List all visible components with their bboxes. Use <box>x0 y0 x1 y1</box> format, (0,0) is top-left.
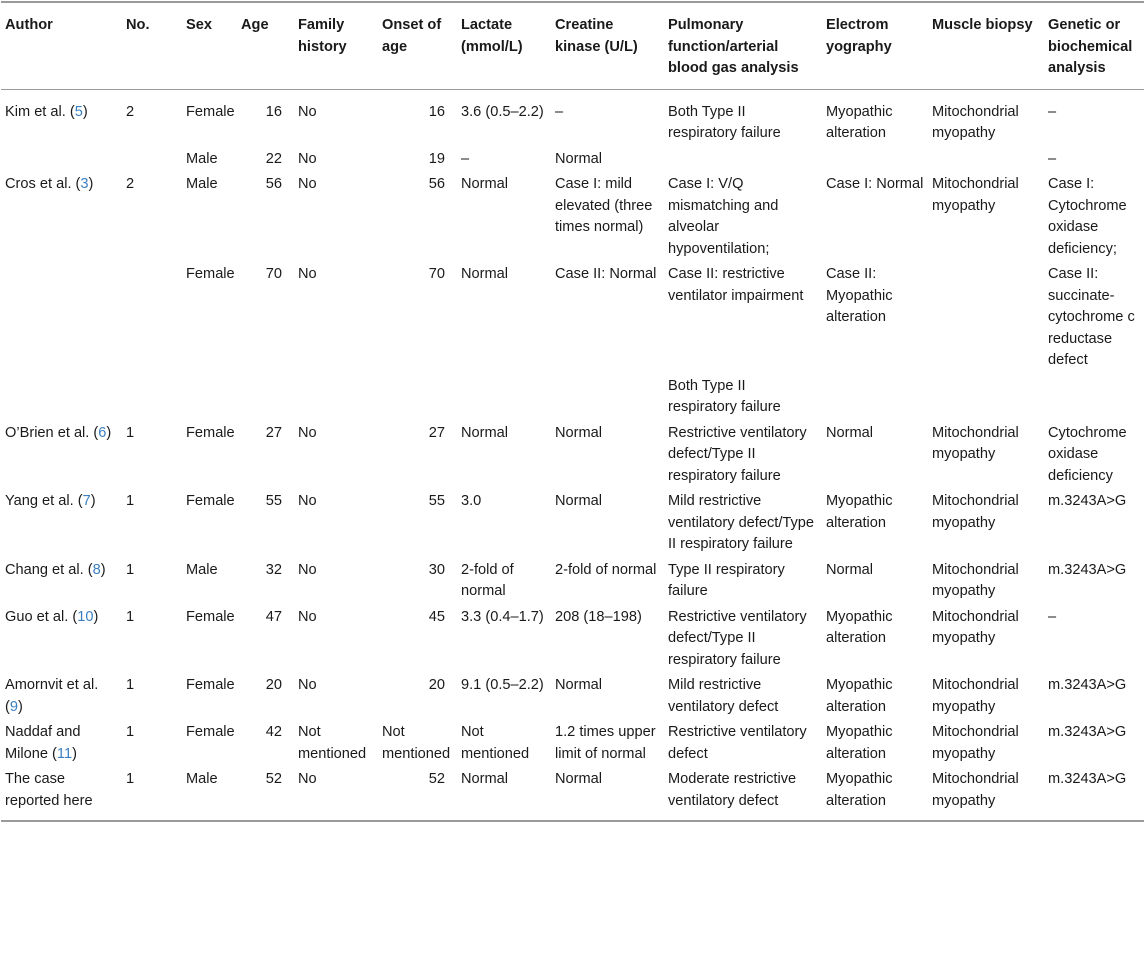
table-row <box>1 603 1144 672</box>
cell-age: 22 <box>265 150 282 167</box>
cell-no: 2 <box>126 176 135 192</box>
cell-age: 47 <box>265 608 282 625</box>
cell-genetic: m.3243A>G <box>1044 765 1144 821</box>
author-text: Kim et al. ( <box>5 103 75 120</box>
cell-lactate: 9.1 (0.5–2.2) <box>461 677 544 693</box>
cell-pulmonary: Moderate restrictive ventilatory defect <box>664 765 822 821</box>
cell-creatine-kinase: Normal <box>555 424 603 441</box>
author-text: Guo et al. ( <box>5 608 78 625</box>
cell-author <box>1 765 116 821</box>
cell-pulmonary: Restrictive ventilatory defect/Type II respiratory failure <box>668 424 807 484</box>
cell-no <box>116 145 182 171</box>
cell-lactate: 3.0 <box>461 493 482 509</box>
cell-genetic: m.3243A>G <box>1048 561 1127 578</box>
cell-genetic: m.3243A>G <box>1048 493 1127 509</box>
cell-biopsy: Mitochondrial myopathy <box>932 493 1019 531</box>
cell-pulmonary: Mild restrictive ventilatory defect/Type II respiratory failure <box>668 493 815 552</box>
reference-link[interactable]: 10 <box>77 608 94 625</box>
cell-pulmonary: Case I: V/Q mismatching and alveolar hypoventilation; <box>668 176 779 257</box>
author-text: Cros et al. ( <box>5 176 81 192</box>
cell-biopsy <box>928 260 1044 372</box>
cell-onset: 55 <box>428 493 445 509</box>
cell-sex: Female <box>186 103 235 120</box>
cell-author <box>1 372 116 419</box>
cell-sex: Male <box>182 765 237 821</box>
author-text-end: ) <box>90 493 96 509</box>
table-row <box>1 145 1144 171</box>
cell-onset: Not mentioned <box>382 724 451 762</box>
cell-sex: Female <box>186 677 235 693</box>
cell-creatine-kinase: Normal <box>551 765 664 821</box>
header-family-history: Family history <box>294 2 378 89</box>
cell-biopsy: Mitochondrial myopathy <box>932 103 1019 141</box>
cell-no: 1 <box>126 677 135 693</box>
cell-author <box>1 487 116 556</box>
author-text-end: ) <box>82 103 88 120</box>
cell-author <box>1 603 116 672</box>
cell-onset: 52 <box>378 765 457 821</box>
cell-sex: Male <box>186 176 218 192</box>
cell-onset: 27 <box>428 424 445 441</box>
author-text: The case reported here <box>5 771 93 809</box>
cell-sex: Female <box>186 724 235 740</box>
header-lactate: Lactate (mmol/L) <box>457 2 551 89</box>
author-text-end: ) <box>93 608 99 625</box>
cell-lactate: Normal <box>461 176 509 192</box>
header-onset-of-age: Onset of age <box>378 2 457 89</box>
author-text-end: ) <box>88 176 94 192</box>
cell-family-history: No <box>298 150 317 167</box>
header-author: Author <box>1 2 116 89</box>
cell-sex: Female <box>186 424 235 441</box>
reference-link[interactable]: 8 <box>92 561 101 578</box>
cell-age: 27 <box>265 424 282 441</box>
cell-emg: Myopathic alteration <box>826 103 893 141</box>
cell-genetic: – <box>1048 608 1057 625</box>
cell-author <box>1 556 116 603</box>
cell-sex: Female <box>186 608 235 625</box>
cell-family-history: No <box>298 608 317 625</box>
cell-sex <box>182 372 237 419</box>
cell-emg: Myopathic alteration <box>826 608 893 646</box>
cell-author <box>1 170 116 260</box>
cell-pulmonary <box>664 145 822 171</box>
cell-lactate <box>457 372 551 419</box>
author-text-end: ) <box>18 698 23 715</box>
cell-genetic: Cytochrome oxidase deficiency <box>1048 424 1127 484</box>
cell-lactate: Normal <box>457 765 551 821</box>
cell-age: 42 <box>265 724 282 740</box>
cell-no: 1 <box>126 608 135 625</box>
cell-pulmonary: Case II: restrictive ventilator impairment <box>668 266 804 304</box>
table-row <box>1 419 1144 488</box>
cell-emg <box>822 372 928 419</box>
cell-biopsy: Mitochondrial myopathy <box>932 176 1019 214</box>
cell-biopsy: Mitochondrial myopathy <box>928 765 1044 821</box>
cell-lactate: 3.3 (0.4–1.7) <box>461 608 544 625</box>
cell-emg: Normal <box>826 561 874 578</box>
author-text: Yang et al. ( <box>5 493 83 509</box>
header-muscle-biopsy: Muscle biopsy <box>928 2 1044 89</box>
header-row <box>1 2 1144 89</box>
cell-author <box>1 419 116 488</box>
cell-pulmonary: Restrictive ventilatory defect <box>668 724 807 762</box>
cell-age: 16 <box>265 103 282 120</box>
cell-no <box>116 372 182 419</box>
cell-pulmonary: Both Type II respiratory failure <box>668 103 781 141</box>
table-body <box>1 89 1144 821</box>
cell-creatine-kinase: Normal <box>555 677 603 693</box>
cell-lactate: 3.6 (0.5–2.2) <box>461 103 544 120</box>
cell-age: 20 <box>265 677 282 693</box>
cell-no: 1 <box>126 424 135 441</box>
cell-family-history: No <box>298 424 317 441</box>
author-text-end: ) <box>72 745 77 762</box>
cell-emg: Case I: Normal <box>826 176 924 192</box>
header-age: Age <box>237 2 294 89</box>
cell-emg: Normal <box>826 424 874 441</box>
cell-age: 55 <box>265 493 282 509</box>
cell-biopsy: Mitochondrial myopathy <box>932 608 1019 646</box>
cell-family-history: Not mentioned <box>298 724 367 762</box>
cell-family-history: No <box>294 765 378 821</box>
cell-family-history: No <box>298 493 317 509</box>
table-row <box>1 556 1144 603</box>
table-row <box>1 671 1144 718</box>
case-comparison-table <box>1 1 1144 822</box>
cell-no <box>116 260 182 372</box>
table-row <box>1 170 1144 260</box>
header-pulmonary-function: Pulmonary function/arterial blood gas analysis <box>664 2 822 89</box>
cell-emg: Myopathic alteration <box>826 677 893 715</box>
cell-onset: 20 <box>428 677 445 693</box>
cell-family-history: No <box>298 677 317 693</box>
cell-emg: Case II: Myopathic alteration <box>826 266 893 325</box>
author-text: Amornvit et al. ( <box>5 677 99 715</box>
cell-age: 56 <box>265 176 282 192</box>
table-row <box>1 765 1144 821</box>
cell-family-history: No <box>298 561 317 578</box>
cell-lactate: Normal <box>461 266 509 282</box>
author-text: Naddaf and Milone ( <box>5 724 81 762</box>
cell-emg: Myopathic alteration <box>826 724 893 762</box>
cell-age: 52 <box>237 765 294 821</box>
cell-pulmonary: Type II respiratory failure <box>668 561 785 599</box>
cell-onset: 70 <box>428 266 445 282</box>
cell-no: 1 <box>126 493 135 509</box>
cell-genetic: – <box>1048 103 1057 120</box>
reference-link[interactable]: 9 <box>9 698 18 715</box>
cell-author <box>1 89 116 145</box>
cell-author <box>1 718 116 765</box>
author-text: Chang et al. ( <box>5 561 93 578</box>
cell-creatine-kinase: 2-fold of normal <box>555 561 657 578</box>
cell-onset: 45 <box>428 608 445 625</box>
cell-emg: Myopathic alteration <box>822 765 928 821</box>
cell-onset: 19 <box>428 150 445 167</box>
cell-lactate: – <box>461 150 470 167</box>
cell-onset: 30 <box>428 561 445 578</box>
header-creatine-kinase: Creatine kinase (U/L) <box>551 2 664 89</box>
header-electromyography: Electrom yography <box>822 2 928 89</box>
cell-sex: Male <box>186 561 218 578</box>
author-text-end: ) <box>100 561 106 578</box>
cell-lactate: Normal <box>461 424 509 441</box>
cell-emg <box>822 145 928 171</box>
cell-age: 70 <box>265 266 282 282</box>
cell-genetic: – <box>1048 150 1057 167</box>
cell-genetic: m.3243A>G <box>1048 677 1127 693</box>
cell-author <box>1 260 116 372</box>
cell-family-history: No <box>298 176 317 192</box>
cell-author <box>1 145 116 171</box>
cell-emg: Myopathic alteration <box>826 493 893 531</box>
cell-family-history <box>294 372 378 419</box>
cell-pulmonary: Restrictive ventilatory defect/Type II respiratory failure <box>668 608 807 668</box>
cell-creatine-kinase: – <box>555 103 564 120</box>
cell-creatine-kinase: 1.2 times upper limit of normal <box>555 724 656 762</box>
cell-genetic: Case I: Cytochrome oxidase deficiency; <box>1048 176 1127 257</box>
table-row <box>1 718 1144 765</box>
cell-onset: 56 <box>428 176 445 192</box>
cell-age <box>237 372 294 419</box>
cell-creatine-kinase <box>551 372 664 419</box>
cell-biopsy: Mitochondrial myopathy <box>932 677 1019 715</box>
cell-lactate: 2-fold of normal <box>461 561 514 599</box>
cell-no: 1 <box>126 724 135 740</box>
cell-biopsy: Mitochondrial myopathy <box>932 424 1019 462</box>
table-row <box>1 487 1144 556</box>
reference-link[interactable]: 5 <box>74 103 83 120</box>
cell-sex: Male <box>186 150 218 167</box>
cell-no: 1 <box>116 765 182 821</box>
cell-sex: Female <box>186 266 235 282</box>
cell-genetic: Case II: succinate-cytochrome c reductase defect <box>1048 266 1135 368</box>
cell-no: 2 <box>126 103 135 120</box>
cell-biopsy: Mitochondrial myopathy <box>932 724 1019 762</box>
cell-age: 32 <box>265 561 282 578</box>
table-row <box>1 372 1144 419</box>
table-row <box>1 89 1144 145</box>
cell-creatine-kinase: Normal <box>555 150 603 167</box>
header-sex: Sex <box>182 2 237 89</box>
cell-biopsy <box>928 372 1044 419</box>
reference-link[interactable]: 6 <box>98 424 107 441</box>
cell-pulmonary: Both Type II respiratory failure <box>668 377 781 415</box>
cell-biopsy: Mitochondrial myopathy <box>932 561 1019 599</box>
reference-link[interactable]: 7 <box>82 493 91 509</box>
table-row <box>1 260 1144 372</box>
cell-sex: Female <box>186 493 235 509</box>
header-genetic-analysis: Genetic or biochemical analysis <box>1044 2 1144 89</box>
cell-biopsy <box>928 145 1044 171</box>
cell-no: 1 <box>126 561 135 578</box>
author-text-end: ) <box>106 424 112 441</box>
cell-creatine-kinase: Case I: mild elevated (three times normal) <box>555 176 653 235</box>
cell-creatine-kinase: Case II: Normal <box>555 266 657 282</box>
cell-lactate: Not mentioned <box>461 724 530 762</box>
cell-pulmonary: Mild restrictive ventilatory defect <box>668 677 779 715</box>
table-header <box>1 2 1144 89</box>
header-no: No. <box>116 2 182 89</box>
cell-creatine-kinase: Normal <box>555 493 603 509</box>
reference-link[interactable]: 11 <box>56 745 73 762</box>
cell-onset: 16 <box>428 103 445 120</box>
reference-link[interactable]: 3 <box>80 176 89 192</box>
author-text: O’Brien et al. ( <box>5 424 99 441</box>
cell-author <box>1 671 116 718</box>
cell-creatine-kinase: 208 (18–198) <box>555 608 642 625</box>
cell-family-history: No <box>298 266 317 282</box>
cell-genetic: m.3243A>G <box>1048 724 1127 740</box>
cell-genetic <box>1044 372 1144 419</box>
cell-onset <box>378 372 457 419</box>
cell-family-history: No <box>298 103 317 120</box>
